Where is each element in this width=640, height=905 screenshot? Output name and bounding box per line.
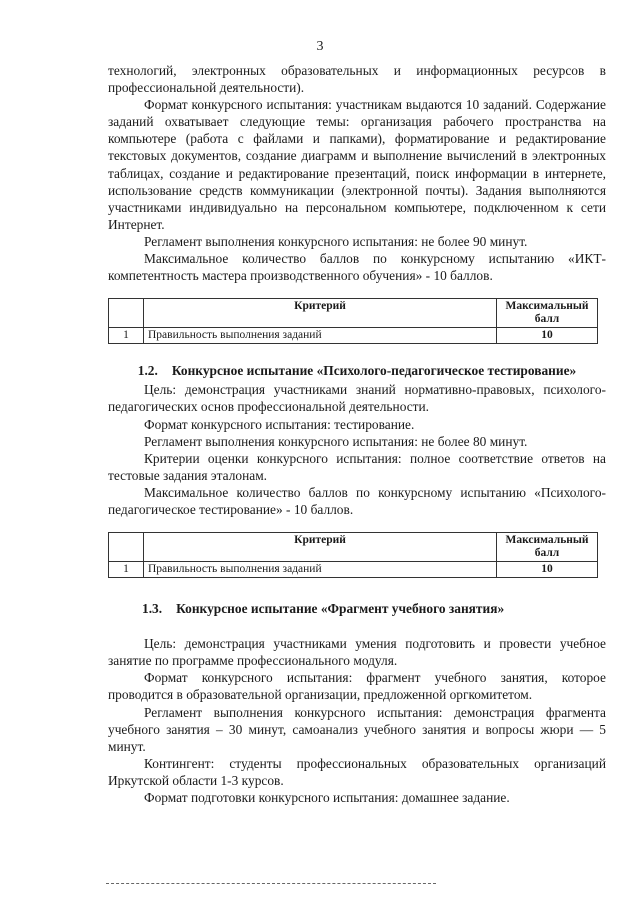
section-1-2-format: Формат конкурсного испытания: тестирование. — [144, 416, 415, 432]
section-1-2-regulation: Регламент выполнения конкурсного испытания: не более 80 минут. — [144, 433, 528, 449]
section-title: Конкурсное испытание «Фрагмент учебного занятия» — [176, 601, 505, 617]
table-header-max: Максимальный балл — [497, 533, 598, 562]
document-body — [108, 62, 606, 806]
section-1-3-format: Формат конкурсного испытания: фрагмент учебного занятия, которое проводится в образовательной организации, предложенной оргкомитетом. — [108, 670, 606, 703]
section-1-3-regulation: Регламент выполнения конкурсного испытания: демонстрация фрагмента учебного занятия – 30 минут, самоанализ учебного занятия и вопросы жюри — 5 минут. — [108, 704, 606, 754]
section-number: 1.2. — [137, 363, 158, 379]
table-cell-num: 1 — [109, 328, 144, 344]
table-cell-criterion: Правильность выполнения заданий — [144, 328, 497, 344]
table-header-criterion: Критерий — [144, 533, 497, 562]
page-number: 3 — [316, 39, 324, 54]
section-1-2-max-score: Максимальное количество баллов по конкурсному испытанию «Психолого-педагогическое тестирование» - 10 баллов. — [108, 484, 606, 517]
intro-continuation: технологий, электронных образовательных и информационных ресурсов в профессиональной деятельности). — [108, 63, 606, 96]
section-1-3-preparation: Формат подготовки конкурсного испытания: домашнее задание. — [144, 790, 510, 805]
section-1-2-heading — [108, 362, 606, 379]
section-1-3-contingent: Контингент: студенты профессиональных образовательных организаций Иркутской области 1-3 курсов. — [108, 755, 606, 788]
criteria-table-1 — [108, 298, 598, 344]
section-1-2-goal: Цель: демонстрация участниками знаний нормативно-правовых, психолого-педагогических основ профессиональной деятельности. — [108, 382, 606, 415]
section-title: Конкурсное испытание «Психолого-педагогическое тестирование» — [171, 363, 577, 379]
table-header-num — [109, 533, 144, 562]
table-row — [109, 562, 598, 578]
table-row — [109, 328, 598, 344]
intro-max-score: Максимальное количество баллов по конкурсному испытанию «ИКТ-компетентность мастера производственного обучения» - 10 баллов. — [108, 251, 606, 284]
criteria-table-2 — [108, 532, 598, 578]
table-cell-max: 10 — [497, 328, 598, 344]
section-1-3-goal: Цель: демонстрация участниками умения подготовить и провести учебное занятие по программе профессионального модуля. — [108, 636, 606, 669]
table-cell-criterion: Правильность выполнения заданий — [144, 562, 497, 578]
section-1-3-heading — [108, 600, 606, 617]
section-number: 1.3. — [142, 601, 163, 617]
table-header-max: Максимальный балл — [497, 299, 598, 328]
intro-regulation: Регламент выполнения конкурсного испытания: не более 90 минут. — [144, 233, 528, 249]
footer-divider — [106, 883, 436, 884]
table-header-num — [109, 299, 144, 328]
table-header-row — [109, 533, 598, 562]
table-cell-num: 1 — [109, 562, 144, 578]
table-header-row — [109, 299, 598, 328]
section-1-2-criteria: Критерии оценки конкурсного испытания: полное соответствие ответов на тестовые задания эталонам. — [108, 450, 606, 483]
intro-format: Формат конкурсного испытания: участникам выдаются 10 заданий. Содержание заданий охватывает следующие темы: организация рабочего пространства на компьютере (работа с файлами и папками), форматирование и редактирование текстовых документов, создание диаграмм и выполнение вычислений в электронных таблицах, создание и редактирование презентаций, поиск информации в интернете, использование средств коммуникации (электронной почты). Задания выполняются участниками индивидуально на персональном компьютере, подключенном к сети Интернет. — [108, 97, 606, 232]
table-cell-max: 10 — [497, 562, 598, 578]
table-header-criterion: Критерий — [144, 299, 497, 328]
